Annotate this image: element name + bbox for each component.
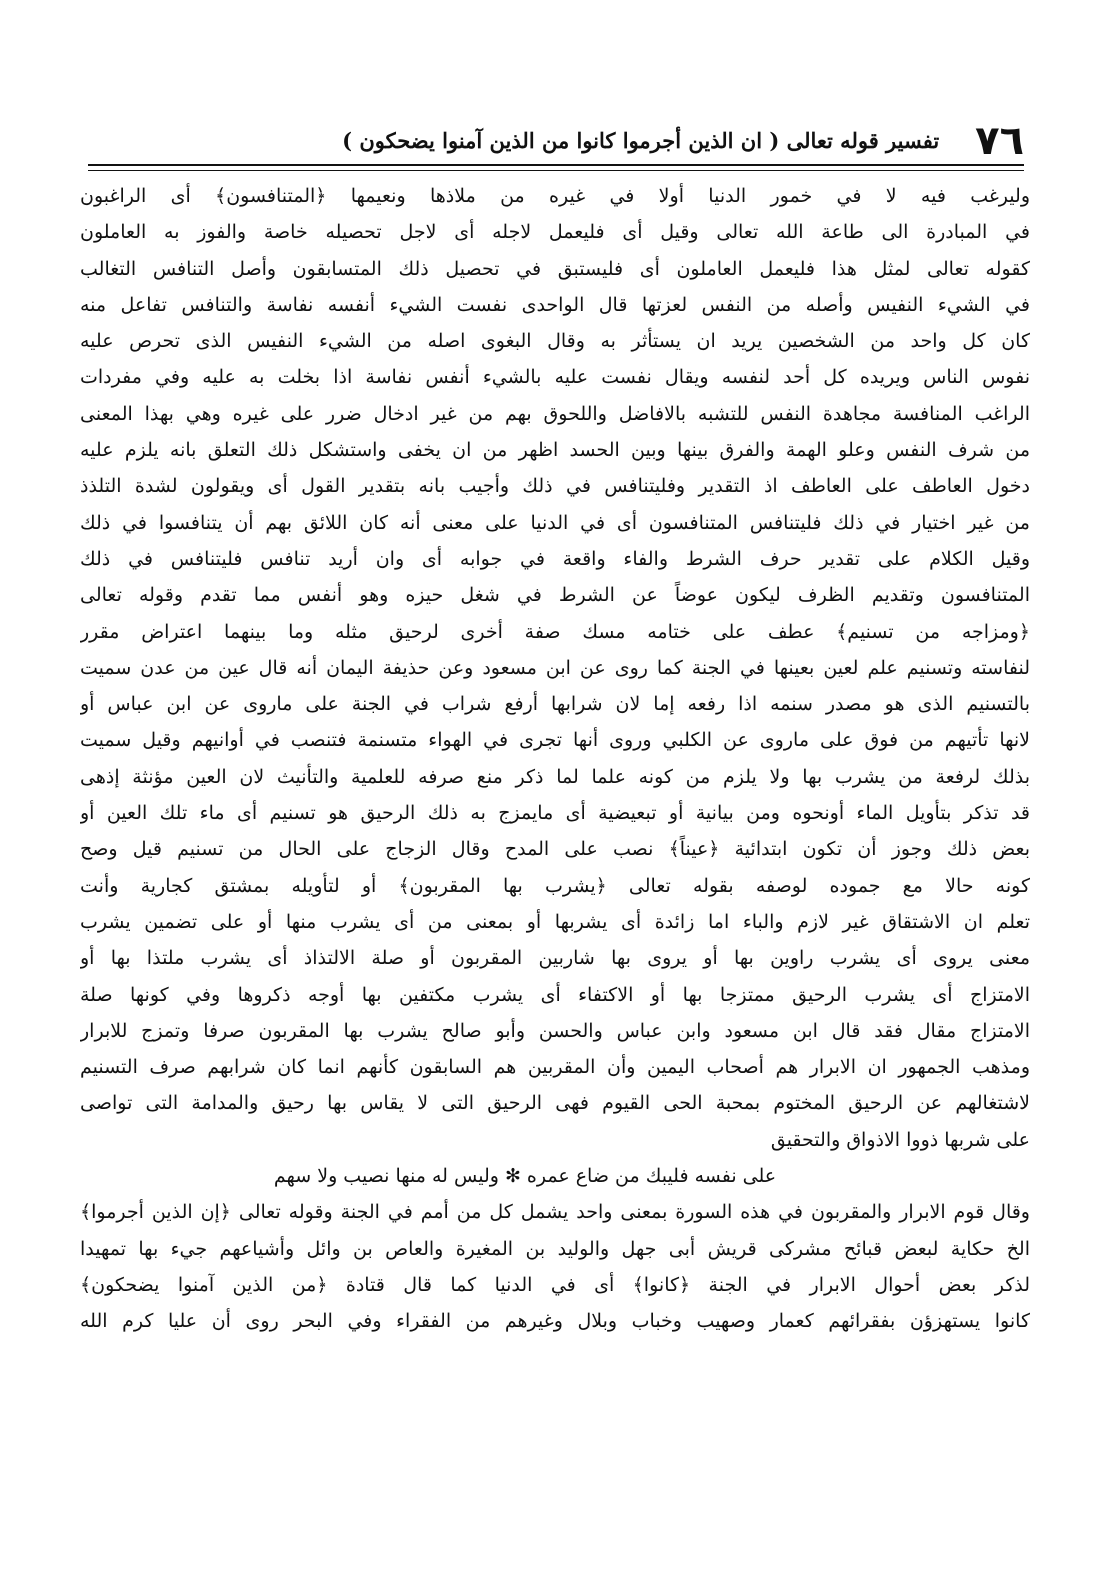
text-line: في المبادرة الى طاعة الله تعالى وقيل أى فليعمل لاجله أى لاجل تحصيله خاصة والفوز به العاملون	[80, 221, 1030, 244]
text-line: معنى يروى أى يشرب راوين بها أو يروى بها شاربين المقربون أو صلة الالتذاذ أى يشرب ملتذا بها أو	[80, 947, 1030, 970]
text-line: قد تذكر بتأويل الماء أونحوه ومن بيانية أو تبعيضية أى مايمزج به ذلك الرحيق هو تسنيم أى ماء تلك العين أو	[80, 802, 1030, 825]
text-line: الامتزاج مقال فقد قال ابن مسعود وابن عباس والحسن وأبو صالح يشرب بها المقربون صرفا وتمزج للابرار	[80, 1019, 1030, 1042]
text-line: دخول العاطف على العاطف اذ التقدير وفليتنافس في ذلك وأجيب بانه بتقدير القول أى ويقولون لشدة التلذذ	[80, 475, 1030, 498]
text-line: الامتزاج أى يشرب الرحيق ممتزجا بها أو الاكتفاء أى يشرب مكتفين بها أوجه ذكروها وفي كونها صلة	[80, 983, 1030, 1006]
text-line: لنفاسته وتسنيم علم لعين بعينها في الجنة كما روى عن ابن مسعود وعن حذيفة اليمان أنه قال عين من عدن سميت	[80, 656, 1030, 679]
text-line: من غير اختيار في ذلك فليتنافس المتنافسون أى في الدنيا على معنى أنه كان اللائق بهم أن يتنافسوا في ذلك	[80, 511, 1030, 534]
body-text	[80, 178, 1030, 1340]
page-number: ٧٦	[975, 118, 1024, 164]
text-line: ﴿ومزاجه من تسنيم﴾ عطف على ختامه مسك صفة أخرى لرحيق مثله وما بينهما اعتراض مقرر	[80, 620, 1030, 643]
page-header	[88, 118, 1024, 164]
text-line: لاشتغالهم عن الرحيق المختوم بمحبة الحى القيوم فهى الرحيق التى لا يقاس بها رحيق والمدامة التى تواصى	[80, 1092, 1030, 1115]
text-line: الراغب المنافسة مجاهدة النفس للتشبه بالافاضل واللحوق بهم من غير ادخال ضرر على غيره وهي بهذا المعنى	[80, 402, 1030, 425]
header-rule-thick	[88, 164, 1024, 166]
text-line: بذلك لرفعة من يشرب بها ولا يلزم من كونه علما لما ذكر منع صرفه للعلمية والتأنيث لان العين مؤنثة إذهى	[80, 765, 1030, 788]
text-line: نفوس الناس ويريده كل أحد لنفسه ويقال نفست عليه بالشيء أنفس نفاسة اذا بخلت به عليه وفي مفردات	[80, 366, 1030, 389]
text-line: كونه حالا مع جموده لوصفه بقوله تعالى ﴿يشرب بها المقربون﴾ أو لتأويله بمشتق كجارية وأنت	[80, 874, 1030, 897]
text-line: لانها تأتيهم من فوق على ماروى عن الكلبي وروى أنها تجرى في الهواء متسنمة فتنصب في أوانيهم وقيل سميت	[80, 729, 1030, 752]
text-line: بعض ذلك وجوز أن تكون ابتدائية ﴿عيناً﴾ نصب على المدح وقال الزجاج على الحال من تسنيم قيل وصح	[80, 838, 1030, 861]
text-line: في الشيء النفيس وأصله من النفس لعزتها قال الواحدى نفست الشيء أنفسه نفاسة والتنافس تفاعل منه	[80, 293, 1030, 316]
text-line: بالتسنيم الذى هو مصدر سنمه اذا رفعه إما لان شرابها أرفع شراب في الجنة على ماروى عن ابن عباس أو	[80, 693, 1030, 716]
running-title: تفسير قوله تعالى ( ان الذين أجرموا كانوا من الذين آمنوا يضحكون )	[342, 128, 940, 153]
text-line: الخ حكاية لبعض قبائح مشركى قريش أبى جهل والوليد بن المغيرة والعاص بن وائل وأشياعهم جيء بها تمهيدا	[80, 1237, 1030, 1260]
text-line: كان كل واحد من الشخصين يريد ان يستأثر به وقال البغوى اصله من الشيء النفيس الذى تحرص عليه	[80, 330, 1030, 353]
header-rule-thin	[88, 170, 1024, 171]
text-line: تعلم ان الاشتقاق غير لازم والباء اما زائدة أى يشربها أو بمعنى من أى يشرب منها أو على تضمين يشرب	[80, 910, 1030, 933]
text-line: على شربها ذووا الاذواق والتحقيق	[770, 1128, 1030, 1151]
text-line: وقال قوم الابرار والمقربون في هذه السورة بمعنى واحد يشمل كل من أمم في الجنة وقوله تعالى ﴿إن الذين أجرموا﴾	[80, 1201, 1030, 1224]
text-line: كقوله تعالى لمثل هذا فليعمل العاملون أى فليستبق في تحصيل ذلك المتسابقون وأصل التنافس التغالب	[80, 257, 1030, 280]
text-line: وليرغب فيه لا في خمور الدنيا أولا في غيره من ملاذها ونعيمها ﴿المتنافسون﴾ أى الراغبون	[80, 185, 1030, 207]
text-line: لذكر بعض أحوال الابرار في الجنة ﴿كانوا﴾ أى في الدنيا كما قال قتادة ﴿من الذين آمنوا يضحكون﴾	[80, 1273, 1030, 1296]
text-line: المتنافسون وتقديم الظرف ليكون عوضاً عن الشرط في شغل حيزه وهو أنفس مما تقدم وقوله تعالى	[80, 584, 1030, 607]
poetry-verse: على نفسه فليبك من ضاع عمره ✻ وليس له منها نصيب ولا سهم	[273, 1165, 777, 1188]
text-line: ومذهب الجمهور ان الابرار هم أصحاب اليمين وأن المقربين هم السابقون كأنهم انما كان شرابهم صرف التسنيم	[80, 1056, 1030, 1079]
text-line: وقيل الكلام على تقدير حرف الشرط والفاء واقعة في جوابه أى وان أريد تنافس فليتنافس في ذلك	[80, 547, 1030, 570]
text-line: كانوا يستهزؤن بفقرائهم كعمار وصهيب وخباب وبلال وغيرهم من الفقراء وفي البحر روى أن عليا كرم الله	[80, 1310, 1030, 1333]
text-line: من شرف النفس وعلو الهمة والفرق بينها وبين الحسد اظهر من ان يخفى واستشكل ذلك التعلق بانه يلزم عليه	[80, 439, 1030, 462]
